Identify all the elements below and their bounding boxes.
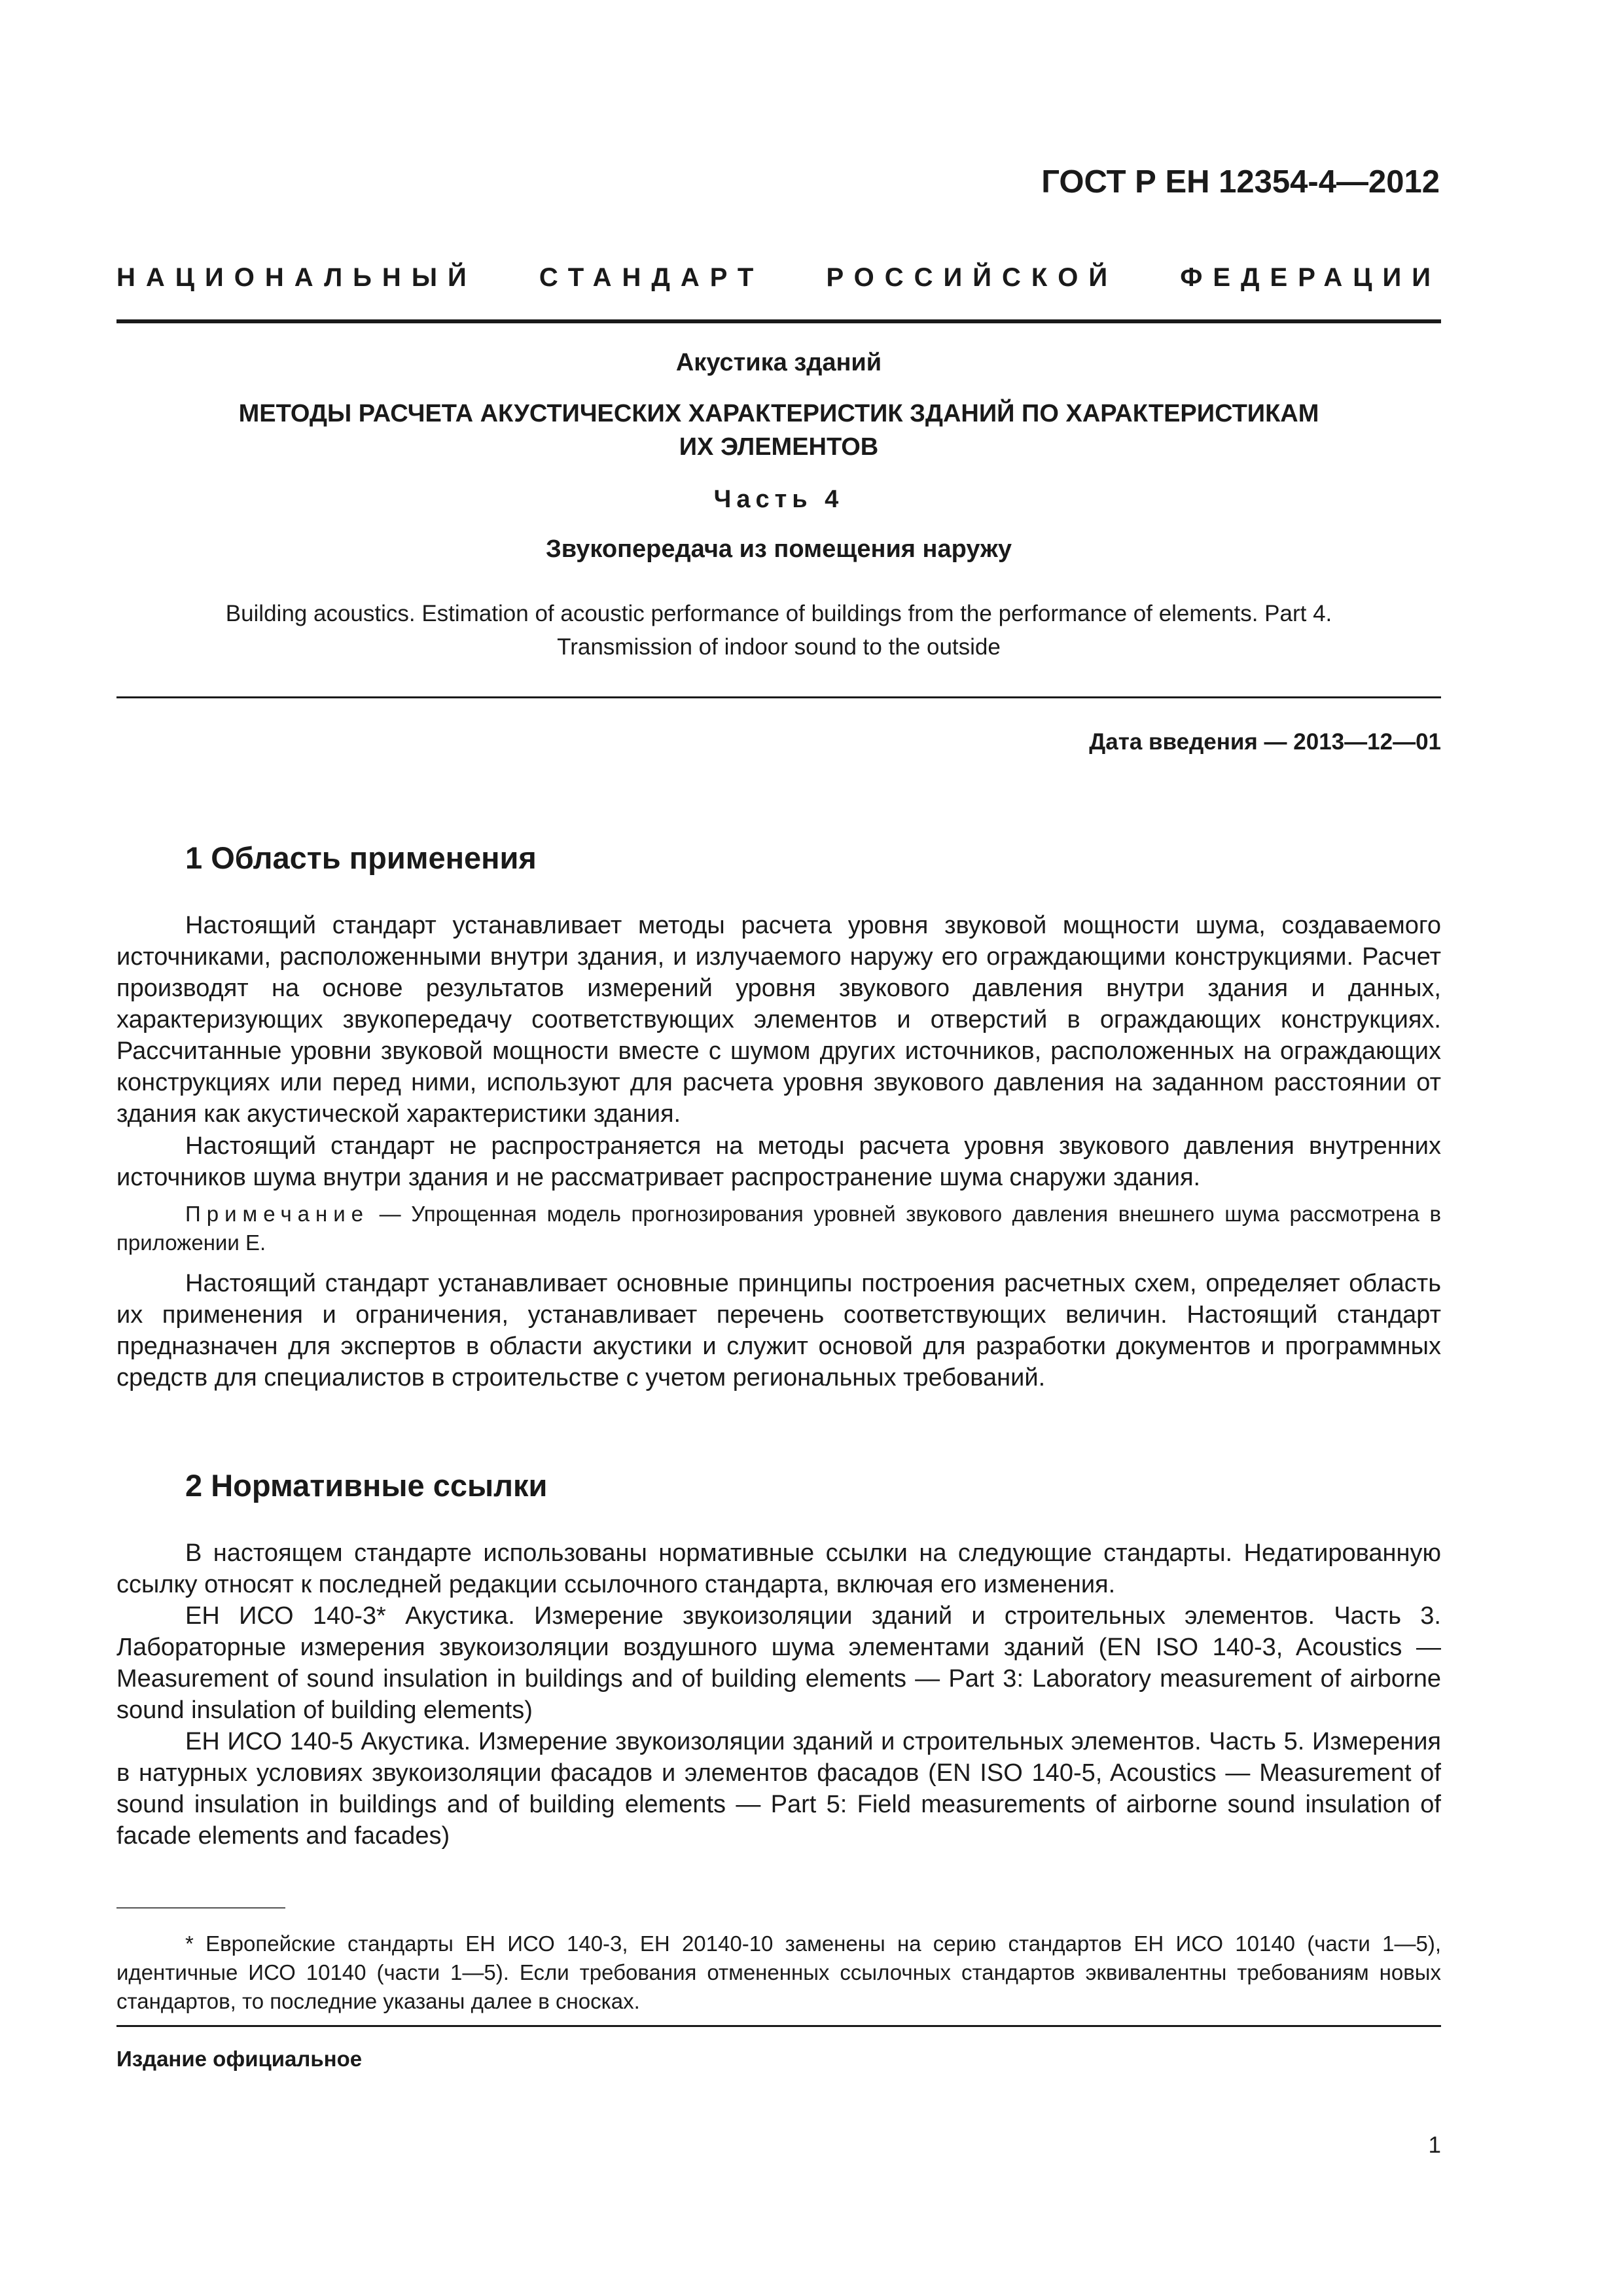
paragraph: В настоящем стандарте использованы нормативные ссылки на следующие стандарты. Недатированную ссылку относят к последней редакции ссылочного стандарта, включая его изменения. <box>116 1539 1441 1598</box>
title-main-line: ИХ ЭЛЕМЕНТОВ <box>679 433 879 461</box>
note-text: — Упрощенная модель прогнозирования уровней звукового давления внешнего шума рассмотрена в приложении Е. <box>116 1202 1441 1255</box>
banner-word: РОССИЙСКОЙ <box>826 263 1118 292</box>
banner-word: СТАНДАРТ <box>539 263 764 292</box>
banner-word: ФЕДЕРАЦИИ <box>1180 263 1441 292</box>
footnote: * Европейские стандарты ЕН ИСО 140-3, ЕН 20140-10 заменены на серию стандартов ЕН ИСО 10140 (части 1—5), идентичные ИСО 10140 (части 1—5). Если требования отмененных ссылочных стандартов эквивалентны требованиям новых стандартов, то последние указаны далее в сносках. <box>116 1931 1441 2013</box>
note-label: Примечание <box>185 1202 370 1226</box>
title-part: Часть 4 <box>713 486 844 513</box>
paragraph: Настоящий стандарт устанавливает методы расчета уровня звуковой мощности шума, создаваемого источниками, расположенными внутри здания, и излучаемого наружу его ограждающими конструкциями. Расчет производят на основе результатов измерений уровня звукового давления внутри здания и данных, характеризующих звукопередачу соответствующих элементов и отверстий в ограждающих конструкциях. Рассчитанные уровни звуковой мощности вместе с шумом других источников, расположенных на ограждающих конструкциях или перед ними, используют для расчета уровня звукового давления на заданном расстоянии от здания как акустической характеристики здания. <box>116 912 1441 1128</box>
section-heading: 2 Нормативные ссылки <box>185 1468 548 1503</box>
reference-entry: ЕН ИСО 140-3* Акустика. Измерение звукоизоляции зданий и строительных элементов. Часть 3. Лабораторные измерения звукоизоляции воздушного шума элементами зданий (EN ISO 140-3, Acoustics — Measurement of sound insulation in buildings and of building elements — Part 3: Laboratory measurement of airborne sound insulation of building elements) <box>116 1602 1441 1724</box>
note <box>116 1200 1441 1257</box>
footer-rule <box>116 2025 1441 2027</box>
title-rule <box>116 696 1441 698</box>
reference-entry: ЕН ИСО 140-5 Акустика. Измерение звукоизоляции зданий и строительных элементов. Часть 5. Измерения в натурных условиях звукоизоляции фасадов и элементов фасадов (EN ISO 140-5, Acoustics — Measurement of sound insulation in buildings and of building elements — Part 5: Field measurements of airborne sound insulation of facade elements and facades) <box>116 1728 1441 1850</box>
title-subject: Акустика зданий <box>675 349 882 376</box>
header-rule <box>116 319 1441 323</box>
footnote-separator <box>116 1907 285 1909</box>
title-main-line: МЕТОДЫ РАСЧЕТА АКУСТИЧЕСКИХ ХАРАКТЕРИСТИК ЗДАНИЙ ПО ХАРАКТЕРИСТИКАМ <box>238 400 1319 427</box>
official-edition-label: Издание официальное <box>116 2047 363 2071</box>
introduction-date: Дата введения — 2013—12—01 <box>1089 729 1441 755</box>
paragraph: Настоящий стандарт не распространяется на методы расчета уровня звукового давления внутренних источников шума внутри здания и не рассматривает распространение шума снаружи здания. <box>116 1132 1441 1191</box>
national-standard-banner <box>116 263 1441 293</box>
title-main <box>116 397 1441 464</box>
english-title-line: Building acoustics. Estimation of acoustic performance of buildings from the performance of elements. Part 4. <box>225 601 1332 626</box>
banner-word: НАЦИОНАЛЬНЫЙ <box>116 263 477 292</box>
english-title-line: Transmission of indoor sound to the outside <box>557 634 1001 660</box>
english-title <box>116 597 1441 664</box>
page-number: 1 <box>1428 2132 1441 2158</box>
title-subtitle: Звукопередача из помещения наружу <box>546 535 1012 563</box>
document-code: ГОСТ Р ЕН 12354-4—2012 <box>1041 164 1440 200</box>
paragraph: Настоящий стандарт устанавливает основные принципы построения расчетных схем, определяет область их применения и ограничения, устанавливает перечень соответствующих величин. Настоящий стандарт предназначен для экспертов в области акустики и служит основой для разработки документов и программных средств для специалистов в строительстве с учетом региональных требований. <box>116 1270 1441 1391</box>
section-heading: 1 Область применения <box>185 840 537 875</box>
